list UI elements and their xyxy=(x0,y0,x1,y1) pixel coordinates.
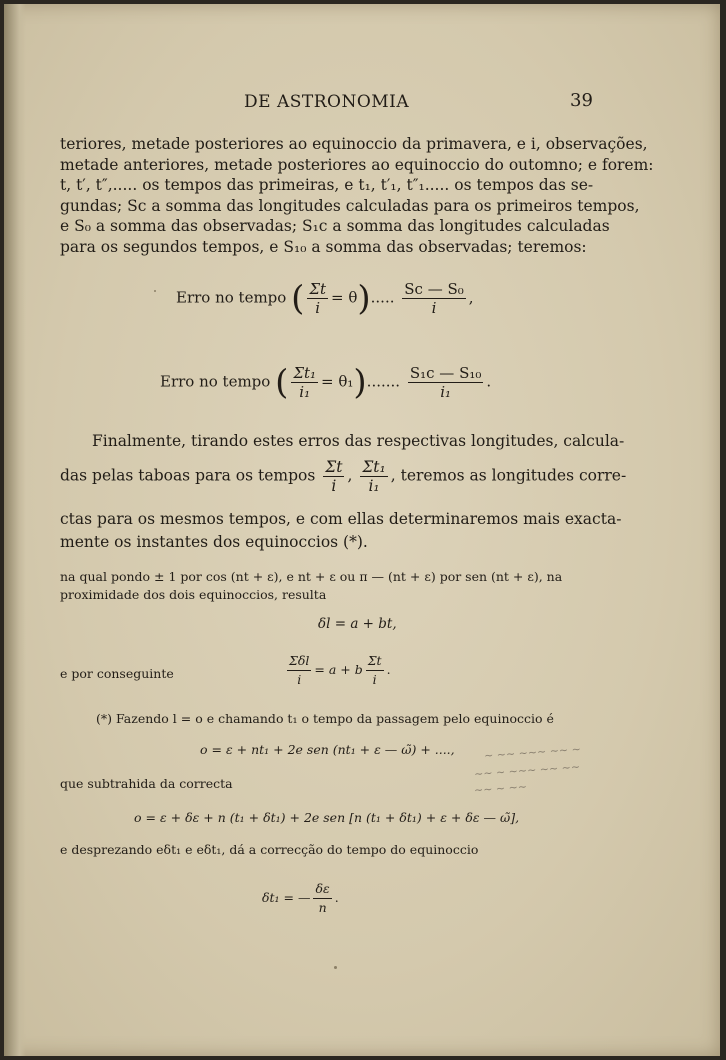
margin-handwriting: ~~ ~ ~~~ ~~ ~~ xyxy=(473,760,581,781)
fraction-sum-t1 xyxy=(360,458,387,495)
formula-delta-l: δl = a + bt, xyxy=(318,616,397,632)
equation-rhs: = θ₁ xyxy=(321,372,354,391)
paragraph-finalmente-line2: das pelas taboas para os tempos $\frac{\Sigma t}{i}$ , $\frac{\text{Σt₁}}{\text{i₁}}$ , teremos as longitudes corre- xyxy=(60,458,627,495)
text-segment: das pelas taboas para os tempos xyxy=(60,466,316,485)
fraction xyxy=(313,880,331,917)
text-line: gundas; Sc a somma das longitudes calculadas para os primeiros tempos, xyxy=(60,196,640,215)
paragraph-definitions xyxy=(60,134,654,257)
close-paren: ) xyxy=(357,278,371,319)
text-line: metade anteriores, metade posteriores ao equinoccio do outomno; e forem: xyxy=(60,155,654,174)
footnote-line3: e desprezando eδt₁ e eδt₁, dá a correcção do tempo do equinoccio xyxy=(60,842,479,857)
fraction-denominator: n xyxy=(318,900,327,915)
footnote-formula3 xyxy=(262,880,339,917)
note-line2: proximidade dos dois equinoccios, resulta xyxy=(60,587,327,602)
footnote-formula1: o = ε + nt₁ + 2e sen (nt₁ + ε — ω̃) + ...., xyxy=(200,742,455,757)
fraction-numerator: Σt xyxy=(309,280,326,298)
fraction-sum-t xyxy=(323,458,344,495)
page-gutter-shadow xyxy=(4,4,26,1056)
paragraph-finalmente-line3: ctas para os mesmos tempos, e com ellas determinaremos mais exacta- xyxy=(60,510,622,528)
equation-label: Erro no tempo xyxy=(176,288,287,307)
footnote-line1: (*) Fazendo l = o e chamando t₁ o tempo da passagem pelo equinoccio é xyxy=(96,711,554,726)
fraction-numerator: Sc — S₀ xyxy=(404,280,464,298)
equation-rhs: = θ xyxy=(331,288,358,307)
fraction-denominator: i xyxy=(315,299,321,317)
leader-dots: ..... xyxy=(370,288,395,307)
fraction xyxy=(287,652,311,689)
fraction-numerator: Σt xyxy=(325,458,343,476)
equation-end: , xyxy=(468,288,474,307)
fraction-numerator: Σt xyxy=(366,652,384,671)
text-line: para os segundos tempos, e S₁₀ a somma das observadas; teremos: xyxy=(60,237,587,256)
fraction xyxy=(291,364,318,401)
fraction-numerator: Σδl xyxy=(287,652,311,671)
fraction-denominator: i₁ xyxy=(299,383,311,401)
text-line: e S₀ a somma das observadas; S₁c a somma das longitudes calculadas xyxy=(60,217,610,235)
fraction-numerator: Σt₁ xyxy=(293,364,317,382)
fraction xyxy=(307,280,328,317)
fraction-denominator: i₁ xyxy=(440,383,452,401)
formula-end: . xyxy=(386,662,391,677)
text-line: t, t′, t″,..... os tempos das primeiras, e t₁, t′₁, t″₁..... os tempos das se- xyxy=(60,176,594,194)
formula-middle: = a + b xyxy=(314,662,363,677)
note-line1: na qual pondo ± 1 por cos (nt + ε), e nt + ε ou π — (nt + ε) por sen (nt + ε), na xyxy=(60,569,563,584)
book-page xyxy=(4,4,720,1056)
page-number: 39 xyxy=(570,90,593,111)
paper-speck xyxy=(154,290,156,292)
paper-speck xyxy=(334,966,337,969)
fraction xyxy=(366,652,384,689)
close-paren: ) xyxy=(353,362,367,403)
footnote-formula2: o = ε + δε + n (t₁ + δt₁) + 2e sen [n (t₁ + δt₁) + ε + δε — ω̃], xyxy=(134,810,520,825)
fraction-denominator: i xyxy=(431,299,437,317)
note-conseq-label: e por conseguinte xyxy=(60,666,174,681)
text-segment: , teremos as longitudes corre- xyxy=(390,466,627,485)
fraction-numerator: Σt₁ xyxy=(362,458,386,476)
open-paren: ( xyxy=(291,278,305,319)
formula-conseq xyxy=(284,652,391,689)
fraction-numerator: S₁c — S₁₀ xyxy=(409,364,482,382)
fraction-denominator: i xyxy=(331,477,337,495)
result-fraction xyxy=(402,280,466,317)
margin-handwriting: ~ ~~ ~~~ ~~ ~ xyxy=(483,742,582,763)
formula-end: . xyxy=(334,890,339,905)
text-line: teriores, metade posteriores ao equinoccio da primavera, e i, observações, xyxy=(60,135,648,153)
fraction-denominator: i xyxy=(297,672,302,687)
formula-lhs: δt₁ = — xyxy=(262,890,311,905)
leader-dots: ....... xyxy=(366,372,401,391)
margin-handwriting: ~~ ~ ~~ xyxy=(473,780,528,797)
result-fraction xyxy=(408,364,484,401)
fraction-denominator: i xyxy=(372,672,377,687)
fraction-numerator: δε xyxy=(313,880,331,899)
paragraph-finalmente-line4: mente os instantes dos equinoccios (*). xyxy=(60,533,368,551)
equation-error-first xyxy=(176,280,474,317)
equation-error-second xyxy=(160,364,491,401)
equation-end: . xyxy=(486,372,492,391)
paragraph-finalmente-line1: Finalmente, tirando estes erros das respectivas longitudes, calcula- xyxy=(92,432,625,450)
equation-label: Erro no tempo xyxy=(160,372,271,391)
open-paren: ( xyxy=(275,362,289,403)
footnote-line2: que subtrahida da correcta xyxy=(60,776,233,791)
fraction-denominator: i₁ xyxy=(368,477,380,495)
running-header-title: DE ASTRONOMIA xyxy=(244,92,410,112)
